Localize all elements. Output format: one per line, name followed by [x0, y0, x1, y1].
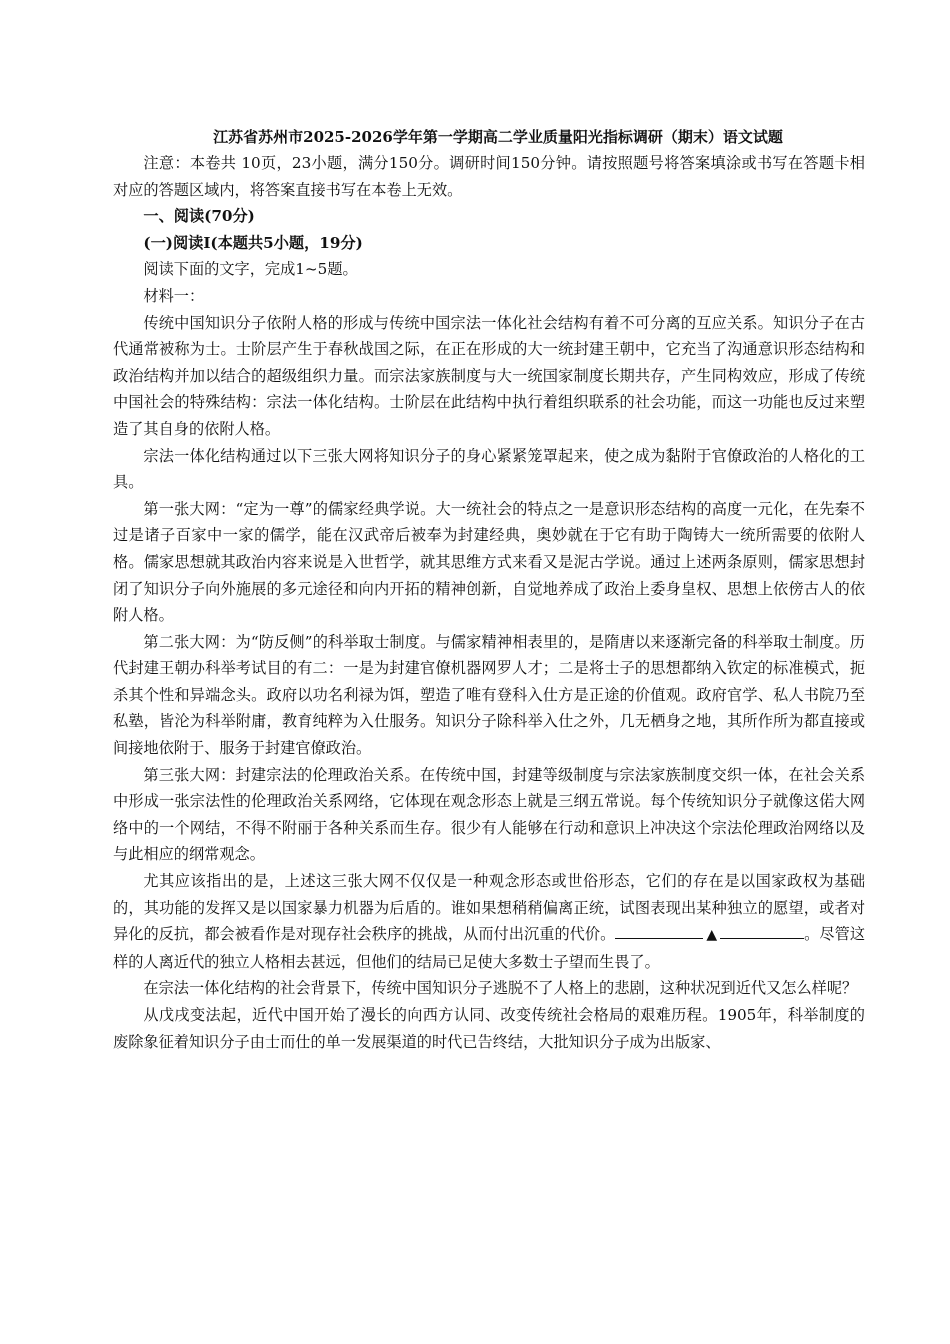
exam-title: 江苏省苏州市2025-2026学年第一学期高二学业质量阳光指标调研（期末）语文试题 [213, 128, 783, 146]
paragraph: 从戊戌变法起，近代中国开始了漫长的向西方认同、改变传统社会格局的艰难历程。1905年，科举制度的废除象征着知识分子由士而仕的单一发展渠道的时代已告终结，大批知识分子成为出版家、 [113, 1006, 865, 1051]
exam-page [113, 124, 865, 1055]
answer-blank [661, 922, 703, 939]
notice-text: 注意：本卷共 10页，23小题，满分150分。调研时间150分钟。请按照题号将答案填涂或书写在答题卡相对应的答题区域内，将答案直接书写在本卷上无效。 [113, 154, 865, 199]
triangle-marker-icon: ▲ [706, 927, 718, 944]
paragraph: 宗法一体化结构通过以下三张大网将知识分子的身心紧紧笼罩起来，使之成为黏附于官僚政治的人格化的工具。 [113, 446, 865, 492]
paragraph: 第一张大网：“定为一尊”的儒家经典学说。大一统社会的特点之一是意识形态结构的高度一元化，在先秦不过是诸子百家中一家的儒学，能在汉武帝后被奉为封建经典，奥妙就在于它有助于陶铸大一统所需要的依附人格。儒家思想就其政治内容来说是入世哲学，就其思维方式来看又是泥古学说。通过上述两条原则，儒家思想封闭了知识分子向外施展的多元途径和向内开拓的精神创新，自觉地养成了政治上委身皇权、思想上依傍古人的依附人格。 [113, 499, 865, 625]
paragraph-with-blank [113, 868, 865, 975]
paragraph: 传统中国知识分子依附人格的形成与传统中国宗法一体化社会结构有着不可分离的互应关系。知识分子在古代通常被称为士。士阶层产生于春秋战国之际，在正在形成的大一统封建王朝中，它充当了沟通意识形态结构和政治结构并加以结合的超级组织力量。而宗法家族制度与大一统国家制度长期共存，产生同构效应，形成了传统中国社会的特殊结构：宗法一体化结构。士阶层在此结构中执行着组织联系的社会功能，而这一功能也反过来塑造了其自身的依附人格。 [113, 313, 865, 438]
paragraph-text: 。尽管这样的人离近代的独立人格相去甚远，但他们的结局已足使大多数士子望而生畏了。 [113, 925, 866, 971]
instruction-text: 阅读下面的文字，完成1~5题。 [143, 260, 358, 279]
paragraph: 第三张大网：封建宗法的伦理政治关系。在传统中国，封建等级制度与宗法家族制度交织一体，在社会关系中形成一张宗法性的伦理政治关系网络，它体现在观念形态上就是三纲五常说。每个传统知识分子就像这偌大网络中的一个网结，不得不附丽于各种关系而生存。很少有人能够在行动和意识上冲决这个宗法伦理政治网络以及与此相应的纲常观念。 [113, 765, 865, 864]
paragraph: 第二张大网：为“防反侧”的科举取士制度。与儒家精神相表里的，是隋唐以来逐渐完备的科举取士制度。历代封建王朝办科举考试目的有二：一是为封建官僚机器网罗人才；二是将士子的思想都纳入钦定的标准模式，扼杀其个性和异端念头。政府以功名利禄为饵，塑造了唯有登科入仕方是正途的价值观。政府官学、私人书院乃至私塾，皆沦为科举附庸，教育纯粹为入仕服务。知识分子除科举入仕之外，几无栖身之地，其所作所为都直接或间接地依附于、服务于封建官僚政治。 [113, 632, 865, 758]
paragraph: 在宗法一体化结构的社会背景下，传统中国知识分子逃脱不了人格上的悲剧，这种状况到近代又怎么样呢？ [143, 979, 858, 998]
subsection-heading: (一)阅读Ⅰ(本题共5小题，19分) [143, 233, 363, 252]
answer-blank [615, 922, 661, 939]
material-label: 材料一： [143, 286, 205, 305]
section-heading: 一、阅读(70分) [143, 207, 255, 226]
paragraph-text: 尤其应该指出的是，上述这三张大网不仅仅是一种观念形态或世俗形态，它们的存在是以国家政权为基础的，其功能的发挥又是以国家暴力机器为后盾的。谁如果想稍稍偏离正统，试图表现出某种独立的愿望，或者对异化的反抗，都会被看作是对现存社会秩序的挑战，从而付出沉重的代价。 [113, 872, 865, 944]
answer-blank [720, 922, 804, 939]
